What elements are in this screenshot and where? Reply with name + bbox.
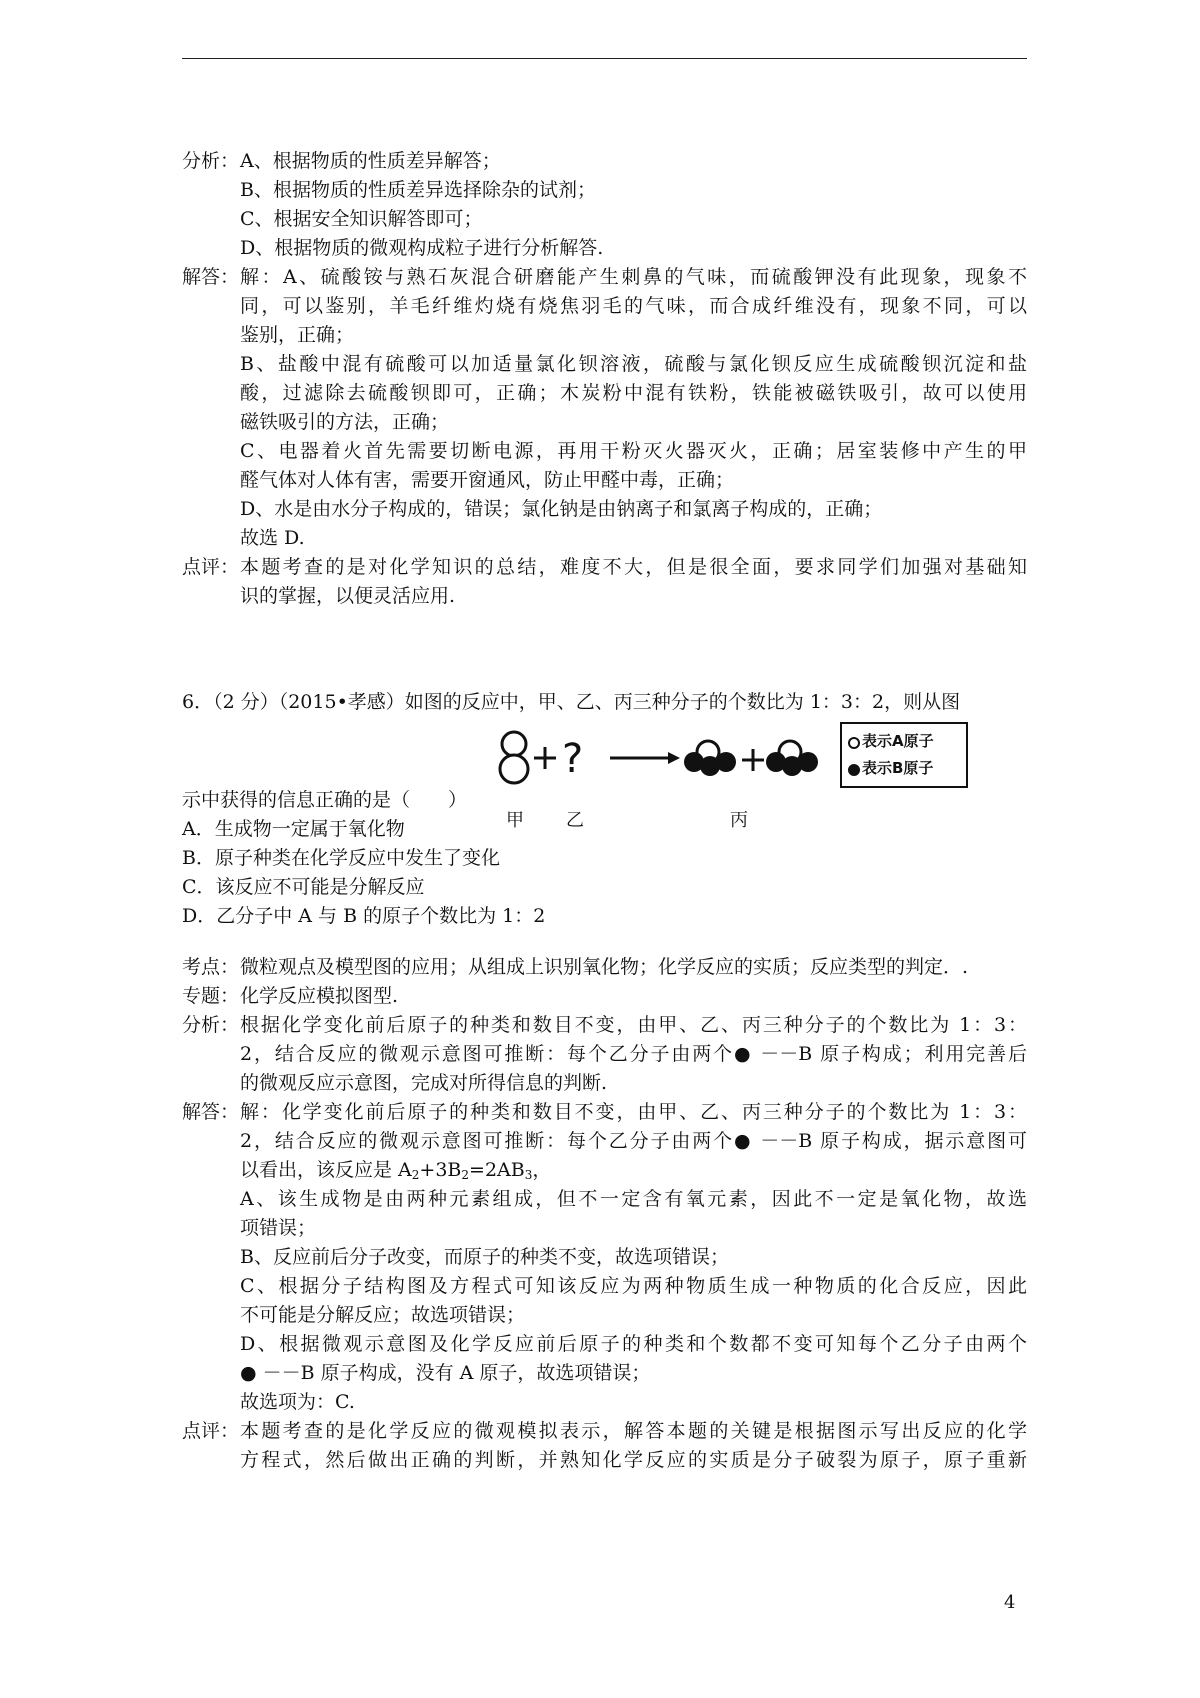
- kaodian-block: [182, 953, 1027, 982]
- equation-prefix: 以看出，该反应是: [240, 1159, 399, 1181]
- answer-equation-line: [240, 1156, 1027, 1185]
- comment-label: 点评：: [182, 556, 240, 578]
- answer-label: 解答：: [182, 1101, 240, 1123]
- option-b: B．原子种类在化学反应中发生了变化: [182, 847, 500, 869]
- analysis-line: B、根据物质的性质差异选择除杂的试剂；: [240, 179, 596, 201]
- comment-line: 识的掌握，以便灵活应用.: [240, 585, 456, 607]
- atom-legend: [840, 722, 968, 788]
- label-jia: 甲: [506, 810, 524, 831]
- answer-line: 故选 D.: [240, 527, 305, 549]
- answer-line: 项错误；: [240, 1217, 317, 1239]
- legend-a-row: [848, 729, 934, 753]
- molecule-jia: [500, 732, 528, 783]
- answer-line: 不可能是分解反应；故选项错误；: [240, 1304, 526, 1326]
- q6-explanation: [182, 953, 1027, 1475]
- molecule-bing-2: [766, 741, 818, 776]
- answer-line: D、水是由水分子构成的，错误；氯化钠是由钠离子和氯离子构成的，正确；: [240, 498, 883, 520]
- page-number: 4: [1004, 1592, 1016, 1613]
- answer-line: 解：A、硫酸铵与熟石灰混合研磨能产生刺鼻的气味，而硫酸钾没有此现象，现象不: [240, 266, 1027, 288]
- header-rule: [182, 58, 1027, 59]
- answer-line: 解：化学变化前后原子的种类和数目不变，由甲、乙、丙三种分子的个数比为 1：3：: [240, 1101, 1027, 1123]
- option-a: A．生成物一定属于氧化物: [182, 818, 405, 840]
- answer-line: 同，可以鉴别，羊毛纤维灼烧有烧焦羽毛的气味，而合成纤维没有，现象不同，可以: [240, 295, 1027, 317]
- answer-line: A、该生成物是由两种元素组成，但不一定含有氧元素，因此不一定是氧化物，故选: [240, 1188, 1027, 1210]
- b-atom: [716, 752, 736, 772]
- analysis-line: A、根据物质的性质差异解答；: [240, 150, 501, 172]
- equation: $A_2+3B_2=2AB_3$，: [398, 1159, 552, 1182]
- unknown-molecule-mark: ?: [562, 736, 584, 782]
- comment-line: 本题考查的是化学反应的微观模拟表示，解答本题的关键是根据图示写出反应的化学: [240, 1420, 1027, 1442]
- answer-line: B、盐酸中混有硫酸可以加适量氯化钡溶液，硫酸与氯化钡反应生成硫酸钡沉淀和盐: [240, 353, 1027, 375]
- answer-line: 磁铁吸引的方法，正确；: [240, 411, 450, 433]
- comment-block: [182, 1417, 1027, 1475]
- zhuanti-block: [182, 982, 1027, 1011]
- option-c: C．该反应不可能是分解反应: [182, 876, 425, 898]
- analysis-line: C、根据安全知识解答即可；: [240, 208, 483, 230]
- answer-line: 醛气体对人体有害，需要开窗通风，防止甲醛中毒，正确；: [240, 469, 735, 491]
- molecule-bing-1: [684, 741, 736, 776]
- q6-stem-line2: 示中获得的信息正确的是（ ）: [182, 789, 468, 811]
- open-circle-icon: [848, 737, 860, 749]
- answer-line: 鉴别，正确；: [240, 324, 355, 346]
- analysis-block: [182, 1011, 1027, 1098]
- comment-line: 方程式，然后做出正确的判断，并熟知化学反应的实质是分子破裂为原子，原子重新: [240, 1449, 1027, 1471]
- legend-b-row: [848, 756, 933, 780]
- legend-b-text: 表示B原子: [862, 759, 934, 777]
- answer-line: B、反应前后分子改变，而原子的种类不变，故选项错误；: [240, 1246, 729, 1268]
- b-atom: [798, 752, 818, 772]
- answer-label: 解答：: [182, 266, 240, 288]
- comment-block: [182, 553, 1027, 611]
- a-atom: [500, 755, 528, 783]
- answer-line: 酸，过滤除去硫酸钡即可，正确；木炭粉中混有铁粉，铁能被磁铁吸引，故可以使用: [240, 382, 1027, 404]
- kaodian-text: 微粒观点及模型图的应用；从组成上识别氧化物；化学反应的实质；反应类型的判定．.: [240, 956, 969, 978]
- answer-block: [182, 1098, 1027, 1417]
- answer-block: [182, 263, 1027, 553]
- label-yi: 乙: [566, 810, 584, 831]
- answer-line: C、根据分子结构图及方程式可知该反应为两种物质生成一种物质的化合反应，因此: [240, 1275, 1027, 1297]
- answer-line: 2，结合反应的微观示意图可推断：每个乙分子由两个● －－B 原子构成，据示意图可: [240, 1130, 1027, 1152]
- reaction-graphic: [498, 722, 838, 812]
- a-atom: [502, 732, 526, 756]
- analysis-line: 根据化学变化前后原子的种类和数目不变，由甲、乙、丙三种分子的个数比为 1：3：: [240, 1014, 1027, 1036]
- analysis-label: 分析：: [182, 1014, 240, 1036]
- plus-sign: [534, 747, 556, 769]
- option-d: D．乙分子中 A 与 B 的原子个数比为 1：2: [182, 905, 546, 927]
- answer-line: ● －－B 原子构成，没有 A 原子，故选项错误；: [240, 1362, 651, 1384]
- analysis-label: 分析：: [182, 150, 240, 172]
- q6-options: [182, 815, 1027, 931]
- zhuanti-label: 专题：: [182, 985, 240, 1007]
- analysis-block: [182, 147, 1027, 263]
- q5-explanation: [182, 147, 1027, 611]
- answer-line: D、根据微观示意图及化学反应前后原子的种类和个数都不变可知每个乙分子由两个: [240, 1333, 1027, 1355]
- comment-line: 本题考查的是对化学知识的总结，难度不大，但是很全面，要求同学们加强对基础知: [240, 556, 1027, 578]
- zhuanti-text: 化学反应模拟图型.: [240, 985, 399, 1007]
- plus-sign: [742, 749, 764, 771]
- q6-stem-line1: 6．（2 分）（2015•孝感）如图的反应中，甲、乙、丙三种分子的个数比为 1：3：2，则从图: [182, 691, 961, 713]
- label-bing: 丙: [730, 810, 748, 831]
- analysis-line: D、根据物质的微观构成粒子进行分析解答.: [240, 237, 604, 259]
- kaodian-label: 考点：: [182, 956, 240, 978]
- legend-a-text: 表示A原子: [862, 732, 934, 750]
- reaction-arrow: [610, 752, 680, 764]
- analysis-line: 的微观反应示意图，完成对所得信息的判断.: [240, 1072, 608, 1094]
- filled-circle-icon: [848, 764, 860, 776]
- comment-label: 点评：: [182, 1420, 240, 1442]
- analysis-line: 2，结合反应的微观示意图可推断：每个乙分子由两个● －－B 原子构成；利用完善后: [240, 1043, 1027, 1065]
- answer-line: C、电器着火首先需要切断电源，再用干粉灭火器灭火，正确；居室装修中产生的甲: [240, 440, 1027, 462]
- answer-line: 故选项为：C.: [240, 1391, 355, 1413]
